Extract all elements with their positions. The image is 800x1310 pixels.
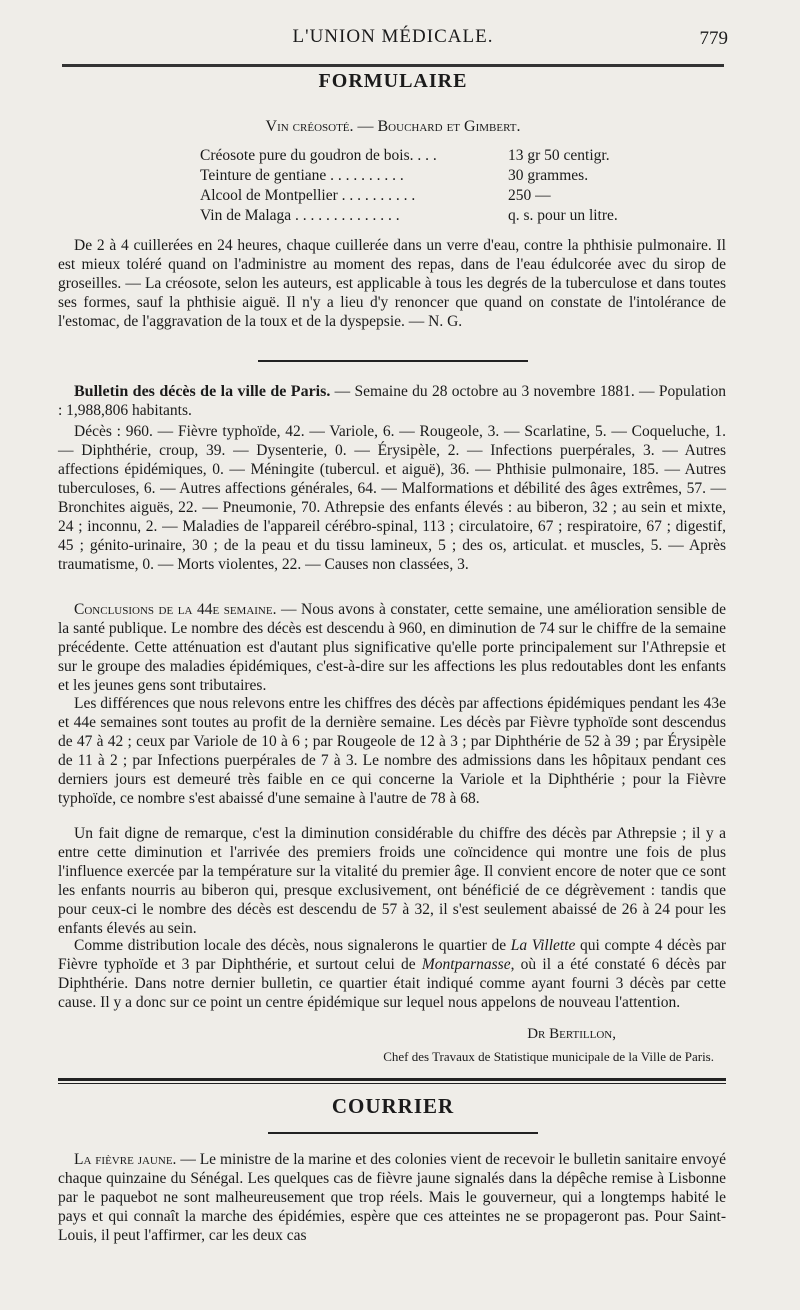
section-rule-thick [58,1078,726,1081]
signature-role: Chef des Travaux de Statistique municipale de la Ville de Paris. [383,1049,714,1064]
section-rule-thin [58,1083,726,1084]
page-number: 779 [699,28,728,49]
distribution-text-c: , où il a été constaté 6 décès par Diphthérie. Dans notre dernier bulletin, ce quartier était indiqué comme ayant fourni 3 décès par cette cause. Il y a donc sur ce point un centre épidémique sur lequel nous appelons de nouveau l'attention. [58,956,726,1011]
page-header [58,26,728,56]
ingredient-quantity: 250 — [508,187,551,204]
bulletin-heading [58,382,726,420]
signature-name: Dr Bertillon, [527,1026,616,1042]
ingredient-name: Teinture de gentiane . . . . . . . . . . [200,167,404,184]
section-divider [268,1132,538,1134]
distribution-villette: La Villette [510,937,576,954]
remark-paragraph: Un fait digne de remarque, c'est la diminution considérable du chiffre des décès par Athrepsie ; il y a entre cette diminution et l'arrivée des premiers froids une coïncidence qui montre une fois de plus l'influence exercée par la température sur la vitalité du premier âge. Il convient encore de noter que ce sont les enfants nourris au biberon qui, presque exclusivement, ont bénéficié de ce dégrèvement : tandis que pour ceux-ci le nombre des décès est descendu de 57 à 32, il s'est seulement abaissé de 26 à 24 pour les enfants élevés au sein. [58,825,726,937]
bulletin-period: — Semaine du 28 octobre au 3 novembre 1881. — Population : 1,988,806 habitants. [58,383,726,419]
ingredient-row [200,146,660,166]
ingredient-name: Alcool de Montpellier . . . . . . . . . . [200,187,416,204]
distribution-montparnasse: Montparnasse [421,956,511,973]
deaths-list: Décès : 960. — Fièvre typhoïde, 42. — Variole, 6. — Rougeole, 3. — Scarlatine, 5. — Coqueluche, 1. — Diphthérie, croup, 39. — Dysenterie, 0. — Érysipèle, 2. — Infections puerpérales, 3. — Autres affections épidémiques, 0. — Méningite (tubercul. et aiguë), 36. — Phthisie pulmonaire, 185. — Autres tuberculoses, 6. — Autres affections générales, 64. — Malformations et débilité des âges extrêmes, 57. — Bronchites aiguës, 22. — Pneumonie, 70. Athrepsie des enfants élevés : au biberon, 32 ; au sein et mixte, 24 ; inconnu, 2. — Maladies de l'appareil cérébro-spinal, 113 ; circulatoire, 67 ; respiratoire, 67 ; digestif, 45 ; génito-urinaire, 30 ; de la peau et du tissu lamineux, 5 ; des os, articulat. et muscles, 5. — Après traumatisme, 0. — Morts violentes, 22. — Causes non classées, 3. [58,423,726,573]
distribution-text-a: Comme distribution locale des décès, nous signalerons le quartier de [74,937,511,954]
ingredient-quantity: 30 grammes. [508,167,589,184]
bulletin-title: Bulletin des décès de la ville de Paris. [74,383,331,400]
header-rule [62,64,724,67]
conclusions-paragraph [58,600,726,695]
ingredient-name: Créosote pure du goudron de bois. . . . [200,147,437,164]
ingredient-list [200,146,660,226]
formulaire-title: FORMULAIRE [318,70,468,92]
recipe-title: Vin créosoté. — Bouchard et Gimbert. [265,118,521,135]
differences-paragraph: Les différences que nous relevons entre les chiffres des décès par affections épidémiques pendant les 43e et 44e semaines sont toutes au profit de la dernière semaine. Les décès par Fièvre typhoïde sont descendus de 47 à 42 ; ceux par Variole de 10 à 6 ; par Rougeole de 12 à 3 ; par Diphthérie de 52 à 39 ; par Érysipèle de 11 à 2 ; par Infections puerpérales de 7 à 3. Le nombre des admissions dans les hôpitaux pendant ces derniers jours est demeuré très faible en ce qui concerne la Variole et la Diphthérie ; pour la Fièvre typhoïde, ce nombre s'est abaissé d'une semaine à l'autre de 78 à 68. [58,695,726,807]
distribution-paragraph [58,936,726,1012]
ingredient-row [200,206,660,226]
distribution-text-b: qui compte 4 décès par Fièvre typhoïde et 3 par Diphthérie, et surtout celui de [58,937,727,973]
ingredient-quantity: 13 gr 50 centigr. [508,147,610,164]
ingredient-row [200,166,660,186]
running-title: L'UNION MÉDICALE. [292,26,494,47]
conclusions-text: — Nous avons à constater, cette semaine, une amélioration sensible de la santé publique. Le nombre des décès est descendu à 960, en diminution de 74 sur le chiffre de la semaine précédente. Cette atténuation est d'autant plus significative qu'elle porte principalement sur l'Athrepsie et sur le groupe des maladies épidémiques, c'est-à-dire sur les affections les plus redoutables dont les enfants et les jeunes gens sont tributaires. [58,601,727,694]
conclusions-label: Conclusions de la 44e semaine. [74,601,277,618]
courrier-title: COURRIER [331,1094,455,1118]
signature-block [58,1026,726,1065]
ingredient-name: Vin de Malaga . . . . . . . . . . . . . . [200,207,400,224]
ingredient-quantity: q. s. pour un litre. [508,207,618,224]
ingredient-row [200,186,660,206]
courrier-paragraph [58,1150,726,1245]
recipe-instructions: De 2 à 4 cuillerées en 24 heures, chaque cuillerée dans un verre d'eau, contre la phthisie pulmonaire. Il est mieux toléré quand on l'administre au moment des repas, dans de l'eau édulcorée avec du sirop de groseilles. — La créosote, selon les auteurs, est applicable à tous les degrés de la tuberculose et dans toutes ses formes, sauf la phthisie aiguë. Il n'y a lieu d'y renoncer que quand on constate de l'intolérance de l'estomac, de l'aggravation de la toux et de la dyspepsie. — N. G. [58,237,726,330]
section-divider [258,360,528,362]
courrier-label: La fièvre jaune. [74,1151,177,1168]
courrier-text: — Le ministre de la marine et des colonies vient de recevoir le bulletin sanitaire envoyé chaque quinzaine du Sénégal. Les quelques cas de fièvre jaune signalés dans la dépêche remise à Lisbonne par le paquebot ne sont malheureusement que trop réels. Mais le gouverneur, qui a longtemps habité le pays et qui connaît la marche des épidémies, espère que ces atteintes ne se propageront pas. Pour Saint-Louis, il peut l'affirmer, car les deux cas [58,1151,726,1244]
